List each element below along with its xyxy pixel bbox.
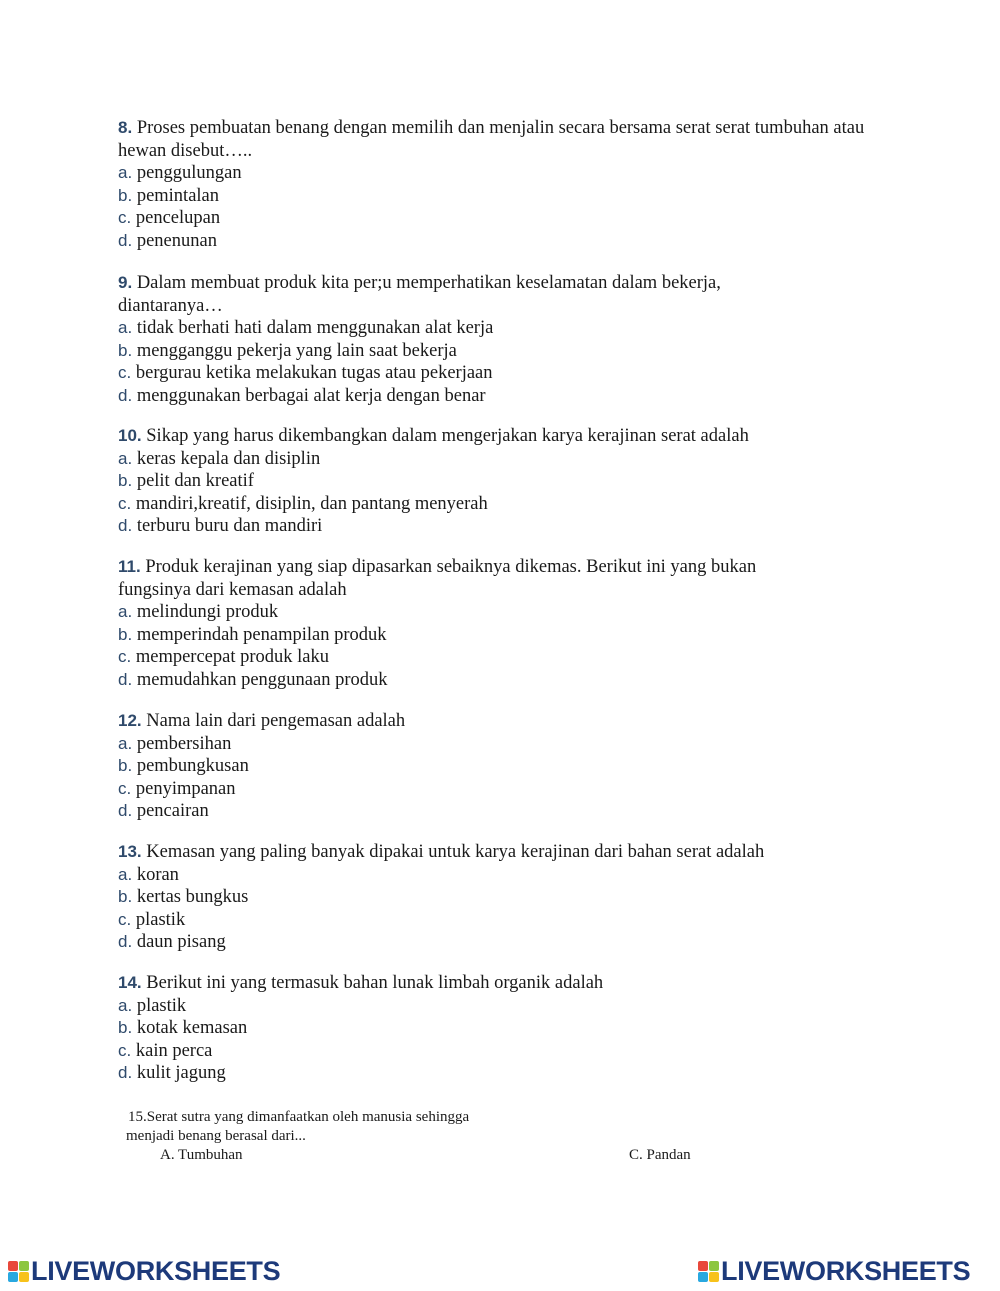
option-letter: b. <box>118 887 133 907</box>
question-text: Kemasan yang paling banyak dipakai untuk karya kerajinan dari bahan serat adalah <box>146 842 765 862</box>
question-number: 14. <box>118 973 142 992</box>
question-stem <box>118 710 878 733</box>
option-letter: a. <box>118 602 133 622</box>
option-a[interactable] <box>118 317 768 340</box>
question-8 <box>118 117 878 253</box>
option-letter: d. <box>118 385 133 405</box>
option-text: pembersihan <box>136 733 232 754</box>
option-c[interactable]: C. Pandan <box>629 1147 691 1163</box>
option-b[interactable] <box>118 1017 878 1040</box>
option-b[interactable] <box>118 755 878 778</box>
option-b[interactable] <box>118 624 808 647</box>
option-text: kulit jagung <box>136 1063 226 1084</box>
option-letter: a. <box>118 995 133 1015</box>
option-letter: c. <box>118 647 132 667</box>
option-letter: b. <box>118 185 133 205</box>
option-b[interactable] <box>118 470 878 493</box>
question-number: 13. <box>118 842 142 861</box>
option-d[interactable] <box>118 931 898 954</box>
question-text: Nama lain dari pengemasan adalah <box>146 711 406 731</box>
liveworksheets-icon <box>698 1261 719 1282</box>
option-letter: d. <box>118 516 133 536</box>
option-text: melindungi produk <box>136 602 279 623</box>
option-text: mempercepat produk laku <box>135 647 330 668</box>
question-text: Produk kerajinan yang siap dipasarkan sebaiknya dikemas. Berikut ini yang bukan fungsinya dari kemasan adalah <box>118 557 757 600</box>
option-text: kain perca <box>135 1040 213 1061</box>
option-text: daun pisang <box>136 932 226 953</box>
option-text: penggulungan <box>136 163 242 184</box>
option-d[interactable] <box>118 669 808 692</box>
option-text: menggunakan berbagai alat kerja dengan benar <box>136 385 486 406</box>
option-c[interactable] <box>118 207 878 230</box>
option-letter: d. <box>118 932 133 952</box>
question-10 <box>118 425 878 538</box>
option-b[interactable] <box>118 886 898 909</box>
option-c[interactable] <box>118 778 878 801</box>
option-d[interactable] <box>118 230 878 253</box>
option-letter: c. <box>118 1040 132 1060</box>
option-letter: d. <box>118 230 133 250</box>
option-c[interactable] <box>118 646 808 669</box>
question-number: 9. <box>118 273 133 292</box>
option-a[interactable] <box>118 733 878 756</box>
question-stem <box>118 556 808 601</box>
question-number: 11. <box>118 557 141 576</box>
question-11 <box>118 556 808 692</box>
option-text: keras kepala dan disiplin <box>136 448 321 469</box>
option-letter: c. <box>118 208 132 228</box>
option-d[interactable] <box>118 515 878 538</box>
option-text: kertas bungkus <box>136 887 249 908</box>
question-text: Proses pembuatan benang dengan memilih dan menjalin secara bersama serat serat tumbuhan atau hewan disebut….. <box>118 118 865 161</box>
question-text: Sikap yang harus dikembangkan dalam mengerjakan karya kerajinan serat adalah <box>146 426 749 446</box>
option-text: penenunan <box>136 230 217 251</box>
brand-wordmark: LIVEWORKSHEETS <box>721 1256 971 1286</box>
option-d[interactable] <box>118 1062 878 1085</box>
question-text-line2: menjadi benang berasal dari... <box>126 1128 306 1144</box>
option-text: memudahkan penggunaan produk <box>136 669 388 690</box>
option-text: kotak kemasan <box>136 1018 248 1039</box>
question-number: 12. <box>118 711 142 730</box>
option-letter: b. <box>118 756 133 776</box>
option-text: pencairan <box>136 801 209 822</box>
option-a[interactable] <box>118 995 878 1018</box>
option-a[interactable] <box>118 162 878 185</box>
option-text: pemintalan <box>136 185 220 206</box>
liveworksheets-icon <box>8 1261 29 1282</box>
option-a[interactable] <box>118 864 898 887</box>
option-letter: a. <box>118 448 133 468</box>
option-letter: a. <box>118 864 133 884</box>
question-9 <box>118 272 768 408</box>
question-stem <box>118 117 878 162</box>
option-text: mengganggu pekerja yang lain saat bekerja <box>136 340 457 361</box>
option-letter: a. <box>118 163 133 183</box>
option-text: mandiri,kreatif, disiplin, dan pantang menyerah <box>135 493 488 514</box>
option-a[interactable] <box>118 448 878 471</box>
question-15 <box>126 1108 746 1168</box>
option-text: tidak berhati hati dalam menggunakan alat kerja <box>136 318 494 339</box>
option-letter: b. <box>118 471 133 491</box>
option-c[interactable] <box>118 1040 878 1063</box>
option-d[interactable] <box>118 800 878 823</box>
option-letter: b. <box>118 340 133 360</box>
question-stem <box>118 272 768 317</box>
option-text: terburu buru dan mandiri <box>136 516 323 537</box>
option-text: memperindah penampilan produk <box>136 624 387 645</box>
option-letter: c. <box>118 363 132 383</box>
question-12 <box>118 710 878 823</box>
option-c[interactable] <box>118 362 768 385</box>
option-a[interactable]: A. Tumbuhan <box>160 1147 243 1163</box>
option-letter: a. <box>118 318 133 338</box>
question-text-line1: 15.Serat sutra yang dimanfaatkan oleh manusia sehingga <box>128 1109 470 1125</box>
liveworksheets-logo-right <box>698 1256 970 1287</box>
option-b[interactable] <box>118 185 878 208</box>
option-b[interactable] <box>118 340 768 363</box>
option-text: penyimpanan <box>135 778 236 799</box>
liveworksheets-logo-left <box>8 1256 280 1287</box>
option-letter: c. <box>118 909 132 929</box>
option-a[interactable] <box>118 601 808 624</box>
question-number: 10. <box>118 426 142 445</box>
option-letter: c. <box>118 778 132 798</box>
option-letter: b. <box>118 624 133 644</box>
question-number: 8. <box>118 118 133 137</box>
question-stem <box>118 425 878 448</box>
question-stem <box>118 972 878 995</box>
option-letter: d. <box>118 801 133 821</box>
option-c[interactable] <box>118 909 898 932</box>
question-text: Dalam membuat produk kita per;u memperhatikan keselamatan dalam bekerja, diantaranya… <box>118 273 721 316</box>
option-d[interactable] <box>118 385 768 408</box>
option-letter: d. <box>118 669 133 689</box>
question-14 <box>118 972 878 1085</box>
option-text: plastik <box>135 909 186 930</box>
option-letter: c. <box>118 493 132 513</box>
option-text: pembungkusan <box>136 756 249 777</box>
question-stem <box>118 841 898 864</box>
option-text: plastik <box>136 995 187 1016</box>
question-13 <box>118 841 898 954</box>
brand-wordmark: LIVEWORKSHEETS <box>31 1256 281 1286</box>
question-text: Berikut ini yang termasuk bahan lunak limbah organik adalah <box>146 973 604 993</box>
option-c[interactable] <box>118 493 878 516</box>
option-letter: d. <box>118 1063 133 1083</box>
option-text: bergurau ketika melakukan tugas atau pekerjaan <box>135 363 493 384</box>
option-text: pelit dan kreatif <box>136 471 254 492</box>
option-text: koran <box>136 864 179 885</box>
option-text: pencelupan <box>135 208 221 229</box>
option-letter: b. <box>118 1018 133 1038</box>
option-letter: a. <box>118 733 133 753</box>
